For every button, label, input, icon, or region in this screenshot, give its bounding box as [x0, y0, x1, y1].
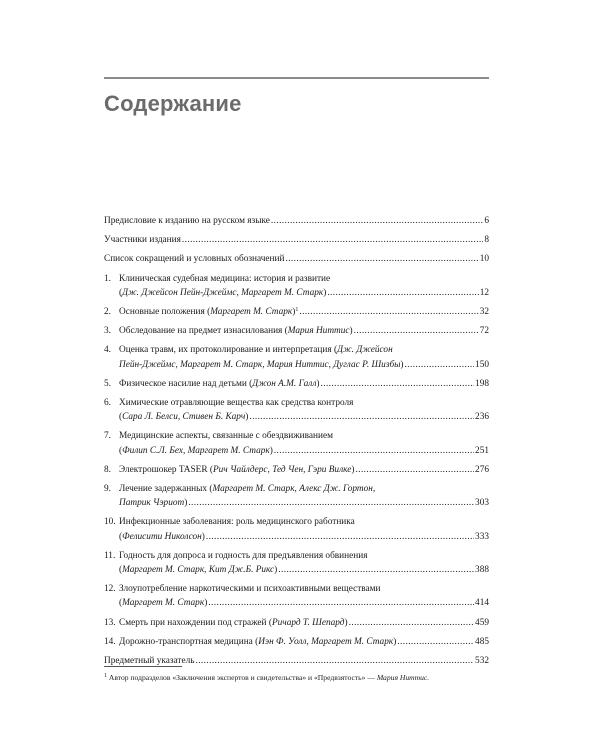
chapter-number: 1. — [104, 273, 111, 284]
dot-leader — [278, 563, 474, 577]
dot-leader — [327, 286, 478, 300]
entry-authors: Фелисити Николсон — [122, 531, 202, 542]
entry-authors: Мария Ниттис — [287, 326, 350, 337]
dot-leader — [182, 233, 483, 247]
page-number: 388 — [475, 565, 489, 576]
dot-leader — [285, 252, 478, 266]
entry-title: Оценка травм, их протоколирование и интерпретация — [119, 345, 332, 356]
dot-leader — [206, 530, 474, 544]
toc-entry-chapter-14[interactable]: 14. Дорожно-транспортная медицина (Иэн Ф. Уолл, Маргарет М. Старк) ..... 485 — [104, 635, 489, 649]
dot-leader — [321, 377, 475, 391]
entry-authors: Пейн-Джеймс, Маргарет М. Старк, Мария Ниттис, Дуглас Р. Шизбы — [119, 359, 401, 370]
dot-leader — [188, 496, 474, 510]
page-number: 276 — [475, 464, 489, 475]
entry-authors: Патрик Чэриот — [119, 498, 185, 509]
chapter-number: 2. — [104, 307, 111, 318]
entry-authors: Маргарет М. Старк, Алекс Дж. Гортон, — [212, 484, 376, 495]
page-number: 532 — [475, 656, 489, 667]
toc-entry-chapter-2[interactable]: 2. Основные положения (Маргарет М. Старк)$^1$ ..... 32 — [104, 305, 489, 319]
entry-title: Химические отравляющие вещества как средства контроля — [119, 398, 354, 409]
page-number: 150 — [475, 359, 489, 370]
page-number: 198 — [475, 378, 489, 389]
chapter-number: 11. — [104, 550, 116, 561]
toc-entry-chapter-6[interactable]: 6. Химические отравляющие вещества как средства контроля (Сара Л. Белси, Стивен Б. Карч) ..... 236 — [104, 396, 489, 424]
chapter-number: 7. — [104, 431, 111, 442]
entry-title: Физическое насилие над детьми — [119, 378, 247, 389]
chapter-number: 5. — [104, 378, 111, 389]
toc-entry-preface[interactable] — [104, 214, 489, 228]
dot-leader — [354, 324, 479, 338]
entry-title: Дорожно-транспортная медицина — [119, 636, 253, 647]
dot-leader — [397, 635, 474, 649]
footnote-text: Автор подразделов «Заключения экспертов и свидетельства» и «Предвзятость» — — [108, 673, 377, 682]
entry-title: Смерть при нахождении под стражей — [119, 617, 267, 628]
page-number: 414 — [475, 598, 489, 609]
footnote-rule — [104, 666, 182, 667]
toc-entry-chapter-4[interactable]: 4. Оценка травм, их протоколирование и интерпретация (Дж. Джейсон Пейн-Джеймс, Маргарет М. Старк, Мария Ниттис, Дуглас Р. Шизбы) ..... 150 — [104, 343, 489, 371]
dot-leader — [208, 596, 474, 610]
footnote — [104, 673, 429, 682]
entry-authors: Маргарет М. Старк, Кит Дж.Б. Рикс — [122, 565, 275, 576]
page-number: 8 — [484, 235, 489, 246]
entry-title: Предисловие к изданию на русском языке — [104, 216, 270, 226]
entry-title: Основные положения — [119, 307, 205, 318]
entry-title: Обследование на предмет изнасилования — [119, 326, 283, 337]
entry-title: Клиническая судебная медицина: история и развитие — [119, 273, 331, 284]
entry-title: Лечение задержанных — [119, 484, 208, 495]
chapter-number: 4. — [104, 345, 111, 356]
page-number: 459 — [475, 617, 489, 628]
page-number: 485 — [475, 636, 489, 647]
entry-title: Инфекционные заболевания: роль медицинского работника — [119, 517, 355, 528]
toc-entry-chapter-5[interactable]: 5. Физическое насилие над детьми (Джон А.М. Галл) ..... 198 — [104, 377, 489, 391]
dot-leader — [299, 305, 478, 319]
entry-authors: Дж. Джейсон — [337, 345, 393, 356]
entry-authors: Маргарет М. Старк — [210, 307, 293, 318]
footnote-number: 1 — [104, 673, 107, 679]
chapter-number: 9. — [104, 484, 111, 495]
chapter-number: 13. — [104, 617, 116, 628]
page-number: 72 — [479, 326, 489, 337]
footnote-marker[interactable]: 1 — [295, 307, 299, 314]
dot-leader — [271, 214, 483, 228]
entry-title: Участники издания — [104, 235, 181, 246]
page-number: 251 — [475, 445, 489, 456]
page-number: 32 — [479, 307, 489, 318]
page-number: 236 — [475, 412, 489, 423]
entry-title: Предметный указатель — [104, 656, 195, 667]
entry-authors: Ричард Т. Шепард — [271, 617, 345, 628]
top-rule — [104, 77, 489, 79]
toc-entry-participants[interactable] — [104, 233, 489, 247]
toc-entry-chapter-13[interactable]: 13. Смерть при нахождении под стражей (Ричард Т. Шепард) ..... 459 — [104, 616, 489, 630]
entry-title: Злоупотребление наркотическими и психоактивными веществами — [119, 584, 381, 595]
dot-leader — [349, 616, 474, 630]
toc-entry-chapter-10[interactable]: 10. Инфекционные заболевания: роль медицинского работника (Фелисити Николсон) ..... 333 — [104, 515, 489, 543]
toc-entry-chapter-12[interactable]: 12. Злоупотребление наркотическими и психоактивными веществами (Маргарет М. Старк) ..... 414 — [104, 582, 489, 610]
table-of-contents — [104, 214, 489, 673]
entry-authors: Сара Л. Белси, Стивен Б. Карч — [122, 412, 246, 423]
toc-entry-chapter-11[interactable]: 11. Годность для допроса и годность для предъявления обвинения (Маргарет М. Старк, Кит Дж.Б. Рикс) ..... 388 — [104, 549, 489, 577]
toc-entry-chapter-9[interactable]: 9. Лечение задержанных (Маргарет М. Старк, Алекс Дж. Гортон, Патрик Чэриот) ..... 303 — [104, 482, 489, 510]
chapter-number: 6. — [104, 398, 111, 409]
entry-authors: Филип С.Л. Бех, Маргарет М. Старк — [122, 445, 270, 456]
entry-title: Годность для допроса и годность для предъявления обвинения — [119, 550, 368, 561]
page-number: 12 — [479, 287, 489, 298]
chapter-number: 10. — [104, 517, 116, 528]
entry-title: Список сокращений и условных обозначений — [104, 254, 285, 265]
page-number: 303 — [475, 498, 489, 509]
chapter-number: 3. — [104, 326, 111, 337]
toc-entry-abbreviations[interactable] — [104, 252, 489, 266]
dot-leader — [405, 358, 475, 372]
entry-authors: Дж. Джейсон Пейн-Джеймс, Маргарет М. Старк — [122, 287, 324, 298]
dot-leader — [356, 463, 475, 477]
page-number: 6 — [484, 216, 489, 226]
toc-entry-chapter-7[interactable]: 7. Медицинские аспекты, связанные с обездвиживанием (Филип С.Л. Бех, Маргарет М. Старк) ..... 251 — [104, 429, 489, 457]
footnote-author: Мария Ниттис. — [376, 673, 430, 682]
chapter-number: 8. — [104, 464, 111, 475]
entry-title: Электрошокер TASER — [119, 464, 208, 475]
toc-entry-chapter-1[interactable]: 1. Клиническая судебная медицина: история и развитие (Дж. Джейсон Пейн-Джеймс, Маргарет М. Старк) ..... 12 — [104, 272, 489, 300]
entry-authors: Иэн Ф. Уолл, Маргарет М. Старк — [258, 636, 394, 647]
entry-title: Медицинские аспекты, связанные с обездвиживанием — [119, 431, 333, 442]
page-number: 333 — [475, 531, 489, 542]
dot-leader — [249, 410, 474, 424]
chapter-number: 12. — [104, 584, 116, 595]
chapter-number: 14. — [104, 636, 116, 647]
dot-leader — [274, 444, 474, 458]
toc-entry-chapter-8[interactable]: 8. Электрошокер TASER (Рич Чайлдерс, Тед Чен, Гэри Вилке) ..... 276 — [104, 463, 489, 477]
toc-entry-chapter-3[interactable]: 3. Обследование на предмет изнасилования (Мария Ниттис) ..... 72 — [104, 324, 489, 338]
entry-authors: Джон А.М. Галл — [252, 378, 317, 389]
entry-authors: Маргарет М. Старк — [122, 598, 205, 609]
page-title: Содержание — [104, 91, 242, 116]
page-number: 10 — [479, 254, 489, 265]
dot-leader — [195, 654, 474, 668]
entry-authors: Рич Чайлдерс, Тед Чен, Гэри Вилке — [212, 464, 352, 475]
